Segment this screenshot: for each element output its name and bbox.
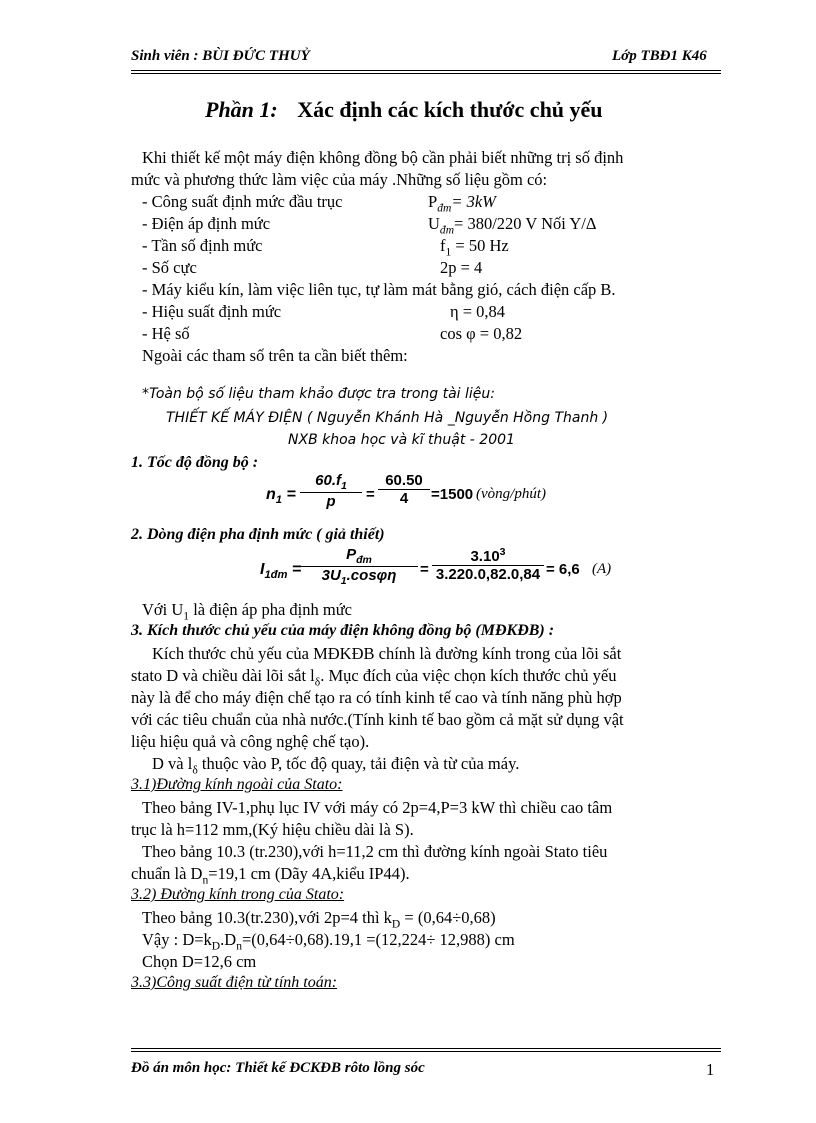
page-number: 1 [706, 1060, 715, 1079]
header-rule [131, 70, 721, 71]
spec-efficiency-label: - Hiệu suất định mức [142, 302, 282, 321]
eq1-unit: (vòng/phút) [476, 486, 546, 502]
eq2-lhs: $I_{1đm}$ = [260, 561, 302, 582]
spec-power-label: - Công suất định mức đầu trục [142, 192, 343, 211]
sub31-line-1: Theo bảng IV-1,phụ lục IV với máy có 2p=4,P=3 kW thì chiều cao tâm [142, 798, 613, 817]
para3-line-3: này là để cho máy điện chế tạo ra có tính kinh tế cao và tính năng phù hợp [131, 688, 622, 707]
sub31-line-4: chuẩn là $D_n=19,1$ cm (Dãy 4A,kiểu IP44). [131, 864, 410, 887]
sub32-line-3: Chọn D=12,6 cm [142, 952, 257, 971]
spec-frequency-label: - Tần số định mức [142, 236, 263, 255]
eq2-frac-1: $P_{đm}$ $3U_1.\cos\varphi\eta$ [300, 546, 418, 587]
intro-line-1: Khi thiết kế một máy điện không đồng bộ cần phải biết những trị số định [142, 148, 624, 167]
spec-power-value: $P_{đm}= 3kW$ [428, 192, 496, 215]
reference-line-2: THIẾT KẾ MÁY ĐIỆN ( Nguyễn Khánh Hà _Nguyễn Hồng Thanh ) [166, 410, 609, 426]
header-student: Sinh viên : BÙI ĐỨC THUỶ [131, 48, 310, 64]
u1-note: Với $U_1$ là điện áp pha định mức [142, 600, 352, 623]
spec-powerfactor-label: - Hệ số [142, 324, 190, 343]
eq1-frac-1: $\frac{60.f_1}{p}$ [300, 472, 362, 510]
para3-line-2: stato D và chiều dài lõi sắt $l_\delta$. Mục đích của việc chọn kích thước chủ yếu [131, 666, 617, 689]
section-1-title: 1. Tốc độ đồng bộ : [131, 454, 259, 471]
eq2-unit: (A) [592, 561, 612, 577]
intro-line-2: mức và phương thức làm việc của máy .Những số liệu gồm có: [131, 170, 548, 189]
spec-voltage-label: - Điện áp định mức [142, 214, 271, 233]
spec-machine-type: - Máy kiểu kín, làm việc liên tục, tự làm mát bằng gió, cách điện cấp B. [142, 280, 616, 299]
footer-rule [131, 1048, 721, 1049]
spec-powerfactor-value: cos φ = 0,82 [440, 324, 523, 343]
eq1-lhs: $n_1$ = [266, 486, 296, 507]
title-part: Phần 1: [205, 97, 278, 122]
para3-line-6: D và $l_\delta$ thuộc vào P, tốc độ quay, tải điện và từ của máy. [152, 754, 520, 777]
title-text: Xác định các kích thước chủ yếu [297, 97, 603, 122]
section-3-title: 3. Kích thước chủ yếu của máy điện không đồng bộ (MĐKĐB) : [131, 622, 555, 639]
sub32-line-2: Vậy : $D=k_D.D_n=(0,64\div 0,68).19,1 =(12,224\div 12,988)$ cm [142, 930, 515, 953]
eq2-frac-2: $\frac{3.10^3}{3.220.0,82.0,84}$ [432, 546, 544, 583]
footer-rule-2 [131, 1051, 721, 1052]
section-2-title: 2. Dòng điện pha định mức ( giả thiết) [131, 526, 385, 543]
spec-poles-value: 2p = 4 [440, 258, 483, 277]
spec-poles-label: - Số cực [142, 258, 197, 277]
eq2-result: = 6,6 [546, 561, 580, 578]
header-rule-2 [131, 73, 721, 74]
subsection-3-1-title: 3.1)Đường kính ngoài của Stato: [131, 776, 343, 793]
spec-frequency-value: $f_1 = 50$ Hz [440, 236, 509, 259]
extra-params: Ngoài các tham số trên ta cần biết thêm: [142, 346, 408, 365]
page-title [205, 97, 603, 123]
para3-line-5: liệu hiệu quả và công nghệ chế tạo). [131, 732, 370, 751]
header-class: Lớp TBĐ1 K46 [612, 48, 707, 64]
sub32-line-1: Theo bảng 10.3(tr.230),với 2p=4 thì $k_D = (0,64\div 0,68)$ [142, 908, 496, 931]
subsection-3-2-title: 3.2) Đường kính trong của Stato: [131, 886, 345, 903]
spec-efficiency-value: η = 0,84 [450, 302, 506, 321]
spec-voltage-value: $U_{đm}= 380/220$ V Nối Y/Δ [428, 214, 597, 237]
footer-text: Đồ án môn học: Thiết kế ĐCKĐB rôto lồng sóc [131, 1060, 425, 1076]
sub31-line-3: Theo bảng 10.3 (tr.230),với h=11,2 cm thì đường kính ngoài Stato tiêu [142, 842, 608, 861]
eq1-frac-2: $\frac{60.50}{4}$ [378, 472, 430, 507]
eq1-result: =1500 [431, 486, 474, 503]
sub31-line-2: trục là h=112 mm,(Ký hiệu chiều dài là S). [131, 820, 414, 839]
reference-line-1: *Toàn bộ số liệu tham khảo được tra trong tài liệu: [142, 386, 495, 402]
para3-line-4: với các tiêu chuẩn của nhà nước.(Tính kinh tế bao gồm cả mặt sử dụng vật [131, 710, 624, 729]
subsection-3-3-title: 3.3)Công suất điện từ tính toán: [131, 974, 338, 991]
reference-line-3: NXB khoa học và kĩ thuật - 2001 [288, 432, 515, 448]
para3-line-1: Kích thước chủ yếu của MĐKĐB chính là đường kính trong của lõi sắt [152, 644, 622, 663]
